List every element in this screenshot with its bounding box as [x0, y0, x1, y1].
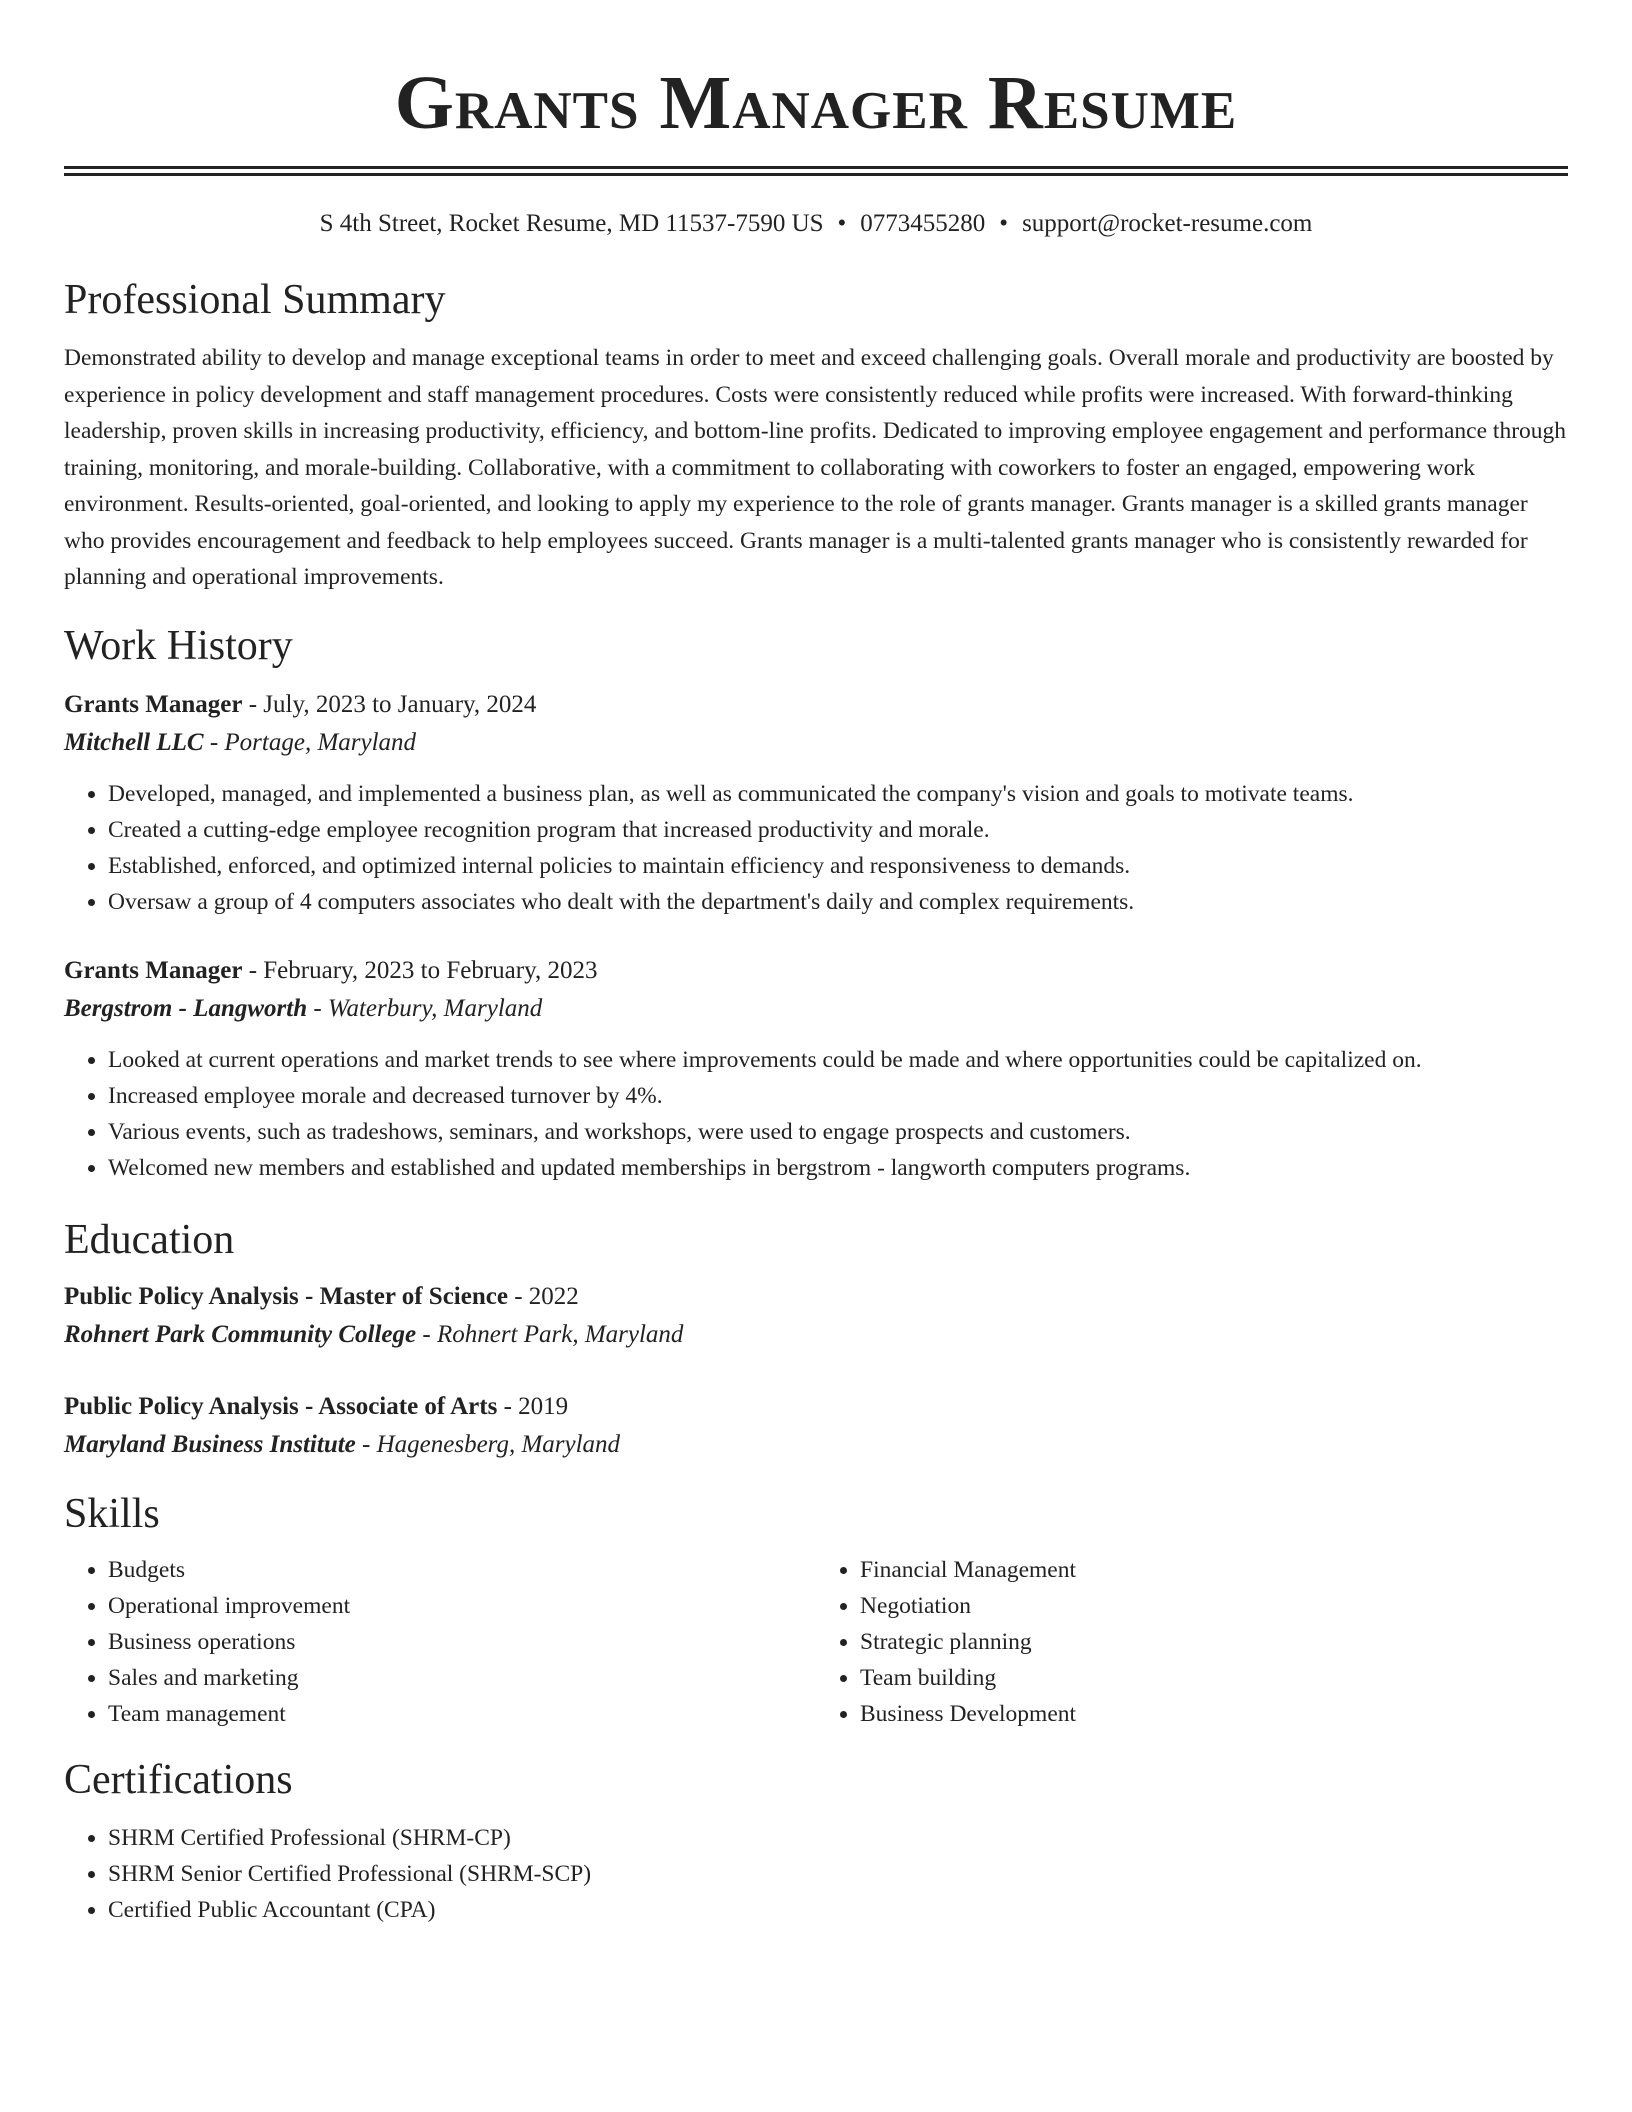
- summary-text: Demonstrated ability to develop and manage exceptional teams in order to meet and exceed challenging goals. Overall morale and productivity are boosted by experience in policy development and staff management procedures. Costs were consistently reduced while profits were increased. With forward-thinking leadership, proven skills in increasing productivity, efficiency, and bottom-line profits. Dedicated to improving employee engagement and performance through training, monitoring, and morale-building. Collaborative, with a commitment to collaborating with coworkers to foster an engaged, empowering work environment. Results-oriented, goal-oriented, and looking to apply my experience to the role of grants manager. Grants manager is a skilled grants manager who provides encouragement and feedback to help employees succeed. Grants manager is a multi-talented grants manager who is consistently rewarded for planning and operational improvements.: [64, 345, 1567, 590]
- contact-separator: •: [837, 210, 847, 237]
- list-item: • Budgets: [108, 1552, 816, 1588]
- job-dates: - July, 2023 to January, 2024: [242, 690, 537, 718]
- contact-address: S 4th Street, Rocket Resume, MD 11537-7590 US: [319, 210, 824, 237]
- list-item: • Operational improvement: [108, 1588, 816, 1624]
- list-item: • SHRM Senior Certified Professional (SHRM-SCP): [108, 1856, 1568, 1892]
- contact-line: [64, 208, 1568, 240]
- title-double-rule: [64, 166, 1568, 176]
- company-line: [64, 724, 1568, 762]
- list-item: • Certified Public Accountant (CPA): [108, 1892, 1568, 1928]
- list-item: • SHRM Certified Professional (SHRM-CP): [108, 1820, 1568, 1856]
- company-line: [64, 990, 1568, 1028]
- education-heading: Education: [64, 1216, 235, 1263]
- school-name: Maryland Business Institute: [64, 1430, 356, 1458]
- list-item: • Established, enforced, and optimized internal policies to maintain efficiency and responsiveness to demands.: [108, 848, 1568, 884]
- work-history-heading: Work History: [64, 622, 293, 669]
- job-dates: - February, 2023 to February, 2023: [242, 956, 598, 984]
- list-item: • Looked at current operations and market trends to see where improvements could be made and where opportunities could be capitalized on.: [108, 1042, 1568, 1078]
- job-entry: [64, 686, 1568, 920]
- list-item: • Various events, such as tradeshows, seminars, and workshops, were used to engage prospects and customers.: [108, 1114, 1568, 1150]
- list-item: • Negotiation: [860, 1588, 1568, 1624]
- list-item: • Created a cutting-edge employee recognition program that increased productivity and morale.: [108, 812, 1568, 848]
- skills-heading: Skills: [64, 1490, 160, 1537]
- company-location: - Portage, Maryland: [203, 728, 417, 756]
- list-item: • Increased employee morale and decreased turnover by 4%.: [108, 1078, 1568, 1114]
- degree-year: - 2022: [507, 1282, 579, 1310]
- summary-heading: Professional Summary: [64, 277, 446, 323]
- list-item: • Sales and marketing: [108, 1660, 816, 1696]
- certifications-list: [64, 1820, 1568, 1928]
- education-entry: [64, 1278, 1568, 1354]
- list-item: • Strategic planning: [860, 1624, 1568, 1660]
- degree-name: Public Policy Analysis - Master of Science: [64, 1282, 508, 1310]
- school-location: - Hagenesberg, Maryland: [355, 1430, 621, 1458]
- job-entry: [64, 952, 1568, 1186]
- degree-year: - 2019: [497, 1392, 569, 1420]
- school-line: [64, 1426, 1568, 1464]
- contact-email: support@rocket-resume.com: [1022, 210, 1313, 237]
- job-title-line: [64, 686, 1568, 724]
- certifications-heading: Certifications: [64, 1756, 293, 1803]
- school-location: - Rohnert Park, Maryland: [416, 1320, 684, 1348]
- skills-grid: [64, 1552, 1568, 1732]
- contact-separator: •: [999, 210, 1009, 237]
- company-name: Mitchell LLC: [64, 728, 204, 756]
- job-title-line: [64, 952, 1568, 990]
- skills-list-left: [64, 1552, 816, 1732]
- list-item: • Business Development: [860, 1696, 1568, 1732]
- company-name: Bergstrom - Langworth: [64, 994, 308, 1022]
- skills-list-right: [816, 1552, 1568, 1732]
- job-title: Grants Manager: [64, 690, 243, 718]
- list-item: • Developed, managed, and implemented a business plan, as well as communicated the company's vision and goals to motivate teams.: [108, 776, 1568, 812]
- degree-name: Public Policy Analysis - Associate of Arts: [64, 1392, 498, 1420]
- list-item: • Business operations: [108, 1624, 816, 1660]
- school-name: Rohnert Park Community College: [64, 1320, 417, 1348]
- job-bullets: [64, 1042, 1568, 1186]
- education-entry: [64, 1388, 1568, 1464]
- resume-title: Grants Manager Resume: [394, 61, 1238, 145]
- list-item: • Oversaw a group of 4 computers associates who dealt with the department's daily and complex requirements.: [108, 884, 1568, 920]
- job-title: Grants Manager: [64, 956, 243, 984]
- contact-phone: 0773455280: [860, 210, 986, 237]
- list-item: • Financial Management: [860, 1552, 1568, 1588]
- list-item: • Team building: [860, 1660, 1568, 1696]
- degree-line: [64, 1388, 1568, 1426]
- school-line: [64, 1316, 1568, 1354]
- list-item: • Team management: [108, 1696, 816, 1732]
- list-item: • Welcomed new members and established and updated memberships in bergstrom - langworth computers programs.: [108, 1150, 1568, 1186]
- job-bullets: [64, 776, 1568, 920]
- degree-line: [64, 1278, 1568, 1316]
- company-location: - Waterbury, Maryland: [307, 994, 543, 1022]
